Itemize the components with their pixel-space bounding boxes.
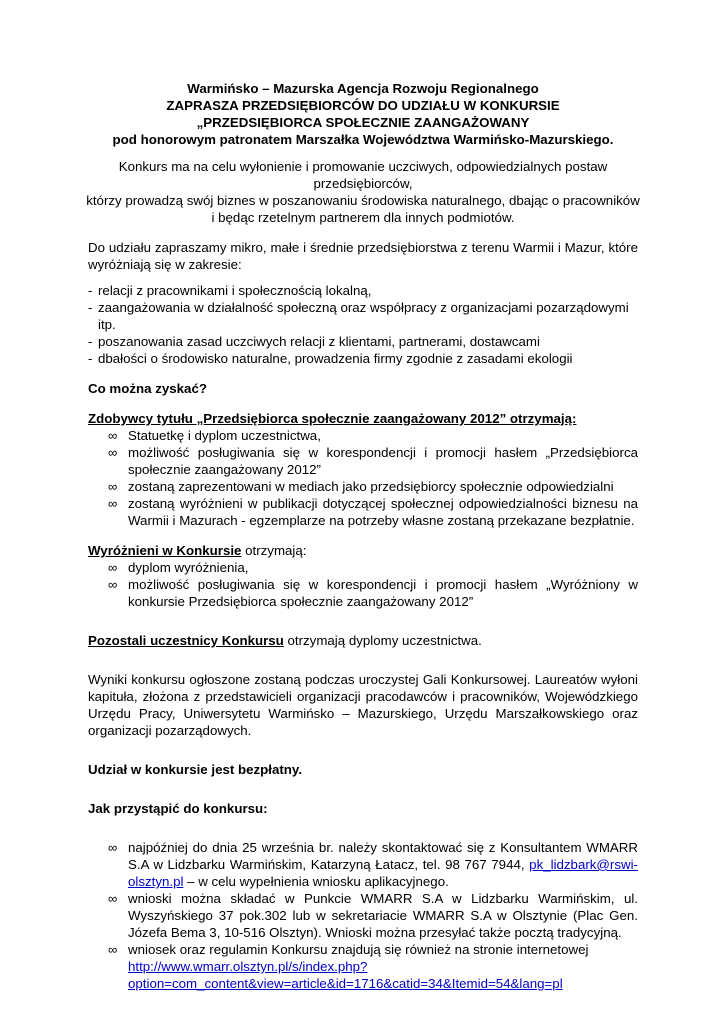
list-item: ∞ najpóźniej do dnia 25 września br. należy skontaktować się z Konsultantem WMARR S.A w Lidzbarku Warmińskim, Katarzyną Łatacz, tel. 98 767 7944, pk_lidzbark@rswi-olsztyn.pl – w celu wypełnienia wniosku aplikacyjnego. [108,840,638,889]
intro-paragraph [74,158,652,226]
infinity-bullet-icon: ∞ [108,560,118,575]
winners-heading: Zdobywcy tytułu „Przedsiębiorca społecznie zaangażowany 2012” otrzymają: [88,411,577,426]
list-item: ∞ wnioski można składać w Punkcie WMARR S.A w Lidzbarku Warmińskim, ul. Wyszyńskiego 37 pok.302 lub w sekretariacie WMARR S.A w Olsztynie (Plac Gen. Józefa Bema 3, 10-516 Olsztyn). Wnioski można przesyłać także pocztą tradycyjną. [108,891,638,940]
list-item: ∞ możliwość posługiwania się w korespondencji i promocji hasłem „Przedsiębiorca społecznie zaangażowany 2012” [108,445,638,477]
list-item: ∞ Statuetkę i dyplom uczestnictwa, [108,428,321,443]
howto-list [88,839,638,992]
header-line-4: pod honorowym patronatem Marszałka Województwa Warmińsko-Mazurskiego. [112,132,614,147]
others-bold: Pozostali uczestnicy Konkursu [88,633,284,648]
infinity-bullet-icon: ∞ [108,479,118,494]
list-item: ∞ zostaną zaprezentowani w mediach jako przedsiębiorcy społecznie odpowiedzialni [108,479,614,494]
dash-icon: - [88,300,93,315]
howto-heading: Jak przystąpić do konkursu: [88,801,268,816]
intro-line-3: i będąc rzetelnym partnerem dla innych podmiotów. [211,210,515,225]
free-notice: Udział w konkursie jest bezpłatny. [88,762,303,777]
invite-paragraph: Do udziału zapraszamy mikro, małe i średnie przedsiębiorstwa z terenu Warmii i Mazur, które wyróżniają się w zakresie: [88,240,638,272]
infinity-bullet-icon: ∞ [108,891,118,906]
list-item: ∞ wniosek oraz regulamin Konkursu znajdują się również na stronie internetowej http://www.wmarr.olsztyn.pl/s/index.php? option=com_content&view=article&id=1716&catid=34&Itemid=54&lang=pl [108,942,589,991]
infinity-bullet-icon: ∞ [108,840,118,855]
list-item: - poszanowania zasad uczciwych relacji z klientami, partnerami, dostawcami [88,334,540,349]
distinguished-heading [88,542,638,559]
list-item: - relacji z pracownikami i społecznością lokalną, [88,283,372,298]
email-link[interactable]: pk_lidzbark@rswi-olsztyn.pl [128,857,638,889]
header-line-2: ZAPRASZA PRZEDSIĘBIORCÓW DO UDZIAŁU W KONKURSIE [166,98,560,113]
winners-list [88,427,638,529]
dash-icon: - [88,283,93,298]
others-rest: otrzymają dyplomy uczestnictwa. [283,633,482,648]
intro-line-2: którzy prowadzą swój biznes w poszanowaniu środowiska naturalnego, dbając o pracowników [86,193,640,208]
infinity-bullet-icon: ∞ [108,942,118,957]
distinguished-bold: Wyróżnieni w Konkursie [88,543,242,558]
dash-icon: - [88,351,93,366]
distinguished-rest: otrzymają: [241,543,307,558]
infinity-bullet-icon: ∞ [108,577,118,592]
benefits-heading: Co można zyskać? [88,381,207,396]
list-item: ∞ zostaną wyróżnieni w publikacji dotyczącej społecznej odpowiedzialności biznesu na Warmii i Mazurach - egzemplarze na potrzeby własne zostaną przekazane bezpłatnie. [108,496,638,528]
infinity-bullet-icon: ∞ [108,428,118,443]
document-header [74,80,652,148]
document-page [88,80,638,992]
header-line-3: „PRZEDSIĘBIORCA SPOŁECZNIE ZAANGAŻOWANY [196,115,530,130]
header-line-1: Warmińsko – Mazurska Agencja Rozwoju Regionalnego [187,81,539,96]
website-link[interactable]: http://www.wmarr.olsztyn.pl/s/index.php? option=com_content&view=article&id=1716&catid=34&Itemid=54&lang=pl [128,959,563,991]
infinity-bullet-icon: ∞ [108,496,118,511]
list-item: ∞ możliwość posługiwania się w korespondencji i promocji hasłem „Wyróżniony w konkursie Przedsiębiorca społecznie zaangażowany 2012” [108,577,638,609]
intro-line-1: Konkurs ma na celu wyłonienie i promowanie uczciwych, odpowiedzialnych postaw przedsiębiorców, [118,159,608,191]
others-paragraph [88,632,638,649]
results-paragraph: Wyniki konkursu ogłoszone zostaną podczas uroczystej Gali Konkursowej. Laureatów wyłoni kapituła, złożona z przedstawicieli organizacji pracodawców i pracowników, Wojewódzkiego Urzędu Pracy, Uniwersytetu Warmińsko – Mazurskiego, Urzędu Marszałkowskiego oraz organizacji pozarządowych. [88,672,638,738]
invite-list [88,282,638,367]
list-item: ∞ dyplom wyróżnienia, [108,560,249,575]
list-item: - zaangażowania w działalność społeczną oraz współpracy z organizacjami pozarządowymi itp. [88,300,629,332]
distinguished-list [88,559,638,610]
dash-icon: - [88,334,93,349]
list-item: - dbałości o środowisko naturalne, prowadzenia firmy zgodnie z zasadami ekologii [88,351,573,366]
infinity-bullet-icon: ∞ [108,445,118,460]
